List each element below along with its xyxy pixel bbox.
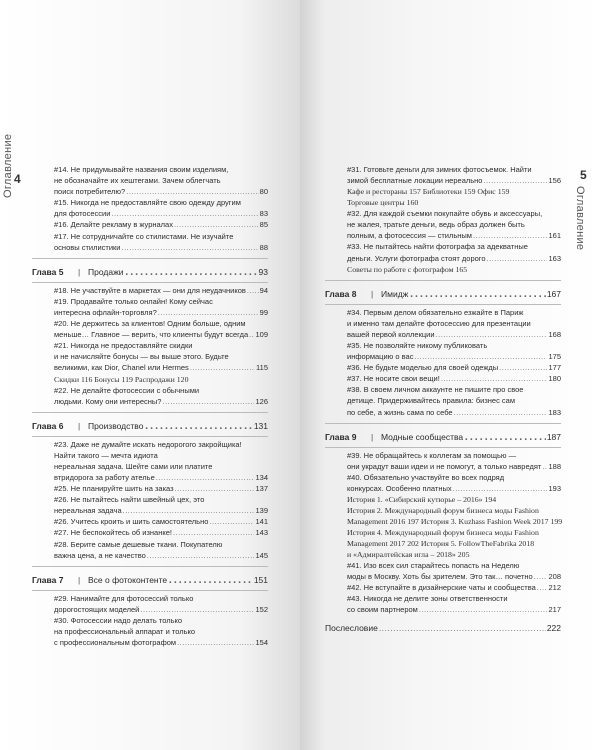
toc-entry-line: нереальная задача. Шейте сами или платите (54, 461, 213, 471)
toc-page-number: 193 (548, 483, 561, 493)
toc-entry (54, 439, 268, 483)
toc-entry-last-line (54, 396, 268, 407)
toc-entry (54, 527, 268, 538)
dot-leader (537, 582, 548, 593)
toc-page-number: 139 (255, 506, 268, 516)
chapter-separator: | (78, 266, 81, 277)
toc-subentry: Management 2016 197 История 3. Kuzhass Fashion Week 2017 199 (347, 516, 563, 526)
toc-page-number: 85 (259, 220, 268, 230)
toc-entry-line: #31. Готовьте деньги для зимних фотосъемок. Найти (347, 165, 532, 174)
dot-leader (534, 571, 548, 582)
dot-leader (542, 461, 547, 472)
dot-leader (111, 208, 258, 219)
toc-entry (54, 231, 268, 253)
chapter-title: Продажи (88, 266, 124, 277)
toc-entry (54, 615, 268, 648)
toc-page-number: 88 (259, 242, 268, 252)
toc-entry-line: #43. Никогда не делите зоны ответственности (347, 594, 508, 604)
dot-leader (140, 604, 254, 615)
toc-entry-line: не обозначайте их хештегами. Зачем облегчать (54, 176, 221, 186)
toc-entry-line: #35. Не позволяйте никому публиковать (347, 340, 488, 350)
toc-entry-line: Найти такого — мечта идиота (54, 450, 158, 460)
toc-page-number: 163 (548, 253, 561, 263)
toc-subentry: Скидки 116 Бонусы 119 Распродажи 120 (54, 374, 189, 384)
toc-entry-line: не жалея, тратьте деньги, ведь образ должен быть (347, 220, 525, 230)
toc-entry-line: #19. Продавайте только онлайн! Кому сейчас (54, 296, 213, 306)
toc-entry (54, 483, 268, 494)
toc-entry-line: #41. Изо всех сил старайтесь попасть на Неделю (347, 560, 520, 570)
toc-entry (54, 219, 268, 230)
toc-entry (347, 593, 561, 615)
toc-entry-text: #16. Делайте рекламу в журналах (54, 220, 173, 230)
chapter-heading (32, 566, 268, 591)
dot-leader (209, 516, 254, 527)
toc-entry-last-line (347, 407, 561, 418)
toc-entry-line: #30. Фотосессии надо делать только (54, 615, 183, 625)
toc-subentry: Management 2017 202 История 5. FollowTheFabrika 2018 (347, 538, 535, 548)
chapter-label: Глава 5 (32, 266, 64, 277)
toc-entry-line: #14. Не придумывайте названия своим изделиям, (54, 165, 229, 174)
dot-leader (409, 284, 545, 302)
toc-entry-line: #17. Не сотрудничайте со стилистами. Не изучайте (54, 231, 234, 241)
toc-entry-text: #42. Не вступайте в дизайнерские чаты и сообщества (347, 583, 536, 593)
dot-leader (147, 550, 255, 561)
toc-entry (347, 450, 561, 472)
toc-column-left (32, 164, 268, 648)
toc-entry-text: #26. Учитесь кроить и шить самостоятельно (54, 517, 209, 527)
page-number-left: 4 (14, 172, 21, 186)
chapter-separator: | (78, 420, 81, 431)
chapter-separator: | (371, 288, 374, 299)
dot-leader (379, 623, 546, 633)
toc-entry-last-line (54, 362, 268, 373)
toc-entry-text: вашей первой коллекции (347, 329, 435, 339)
dot-leader (123, 505, 255, 516)
toc-entry (54, 593, 268, 615)
chapter-separator: | (78, 574, 81, 585)
toc-entry-last-line (54, 516, 268, 527)
toc-entry (347, 307, 561, 340)
toc-entry-last-line (54, 604, 268, 615)
toc-entry-last-line (347, 604, 561, 615)
dot-leader (156, 472, 255, 483)
toc-entry-text: по себе, а жизнь сама по себе (347, 407, 453, 417)
toc-page-number: 183 (548, 407, 561, 417)
toc-entry (347, 241, 561, 263)
toc-entry-last-line (347, 373, 561, 384)
dot-leader (175, 483, 255, 494)
dot-leader (441, 373, 548, 384)
toc-entry-text: нереальная задача (54, 506, 122, 516)
toc-page-number: 126 (255, 396, 268, 406)
dot-leader (126, 186, 258, 197)
toc-entry-line: и именно там делайте фотосессию для презентации (347, 318, 531, 328)
toc-entry-line: #21. Никогда не предоставляйте скидки (54, 341, 193, 351)
chapter-page-number: 167 (546, 288, 561, 299)
dot-leader (464, 427, 546, 445)
toc-entry-text: #27. Не беспокойтесь об изнанке! (54, 528, 172, 538)
toc-page-number: 115 (256, 363, 268, 373)
afterword-entry (325, 623, 561, 633)
toc-page-number: 180 (548, 374, 561, 384)
toc-page-number: 94 (259, 285, 268, 295)
toc-entry-line: детище. Придерживайтесь правила: бизнес сам (347, 396, 515, 406)
toc-entry-last-line (54, 208, 268, 219)
chapter-heading (32, 258, 268, 283)
page-number-right: 5 (580, 168, 587, 182)
dot-leader (419, 604, 548, 615)
toc-entry (347, 164, 561, 186)
toc-entry-line: #23. Даже не думайте искать недорогого закройщика! (54, 439, 242, 449)
toc-entry (347, 472, 561, 494)
toc-entry-last-line (54, 242, 268, 253)
dot-leader (168, 570, 253, 588)
toc-entry-text: зимой бесплатные локации нереально (347, 176, 483, 186)
afterword-title: Послесловие (325, 623, 378, 634)
toc-entry-last-line (54, 186, 268, 197)
toc-entry-line: #26. Не пытайтесь найти швейный цех, это (54, 495, 205, 505)
side-label-right: Оглавление (574, 186, 586, 251)
dot-leader (190, 362, 255, 373)
toc-entry-last-line (54, 285, 268, 296)
toc-page-number: 217 (548, 605, 561, 615)
toc-page-number: 188 (548, 461, 561, 471)
toc-entry-line: #29. Нанимайте для фотосессий только (54, 593, 194, 603)
toc-entry (347, 208, 561, 241)
chapter-heading (325, 423, 561, 448)
toc-entry (54, 197, 268, 219)
toc-page-number: 137 (255, 484, 268, 494)
toc-entry (54, 340, 268, 373)
toc-entry-last-line (347, 362, 561, 373)
chapter-page-number: 131 (253, 420, 268, 431)
toc-entry-last-line (347, 230, 561, 241)
toc-page-number: 154 (255, 638, 268, 648)
chapter-label: Глава 6 (32, 420, 64, 431)
toc-entry-text: полным, а фотосессия — стильным (347, 231, 472, 241)
toc-entry-text: #18. Не участвуйте в маркетах — они для неудачников (54, 285, 246, 295)
toc-subentry: и «Адмиралтейская игла – 2018» 205 (347, 549, 470, 559)
toc-entry-text: с профессиональным фотографом (54, 638, 177, 648)
dot-leader (173, 527, 255, 538)
toc-page-number: 80 (259, 187, 268, 197)
toc-entry (347, 560, 561, 582)
dot-leader (125, 262, 258, 280)
chapter-page-number: 187 (546, 431, 561, 442)
toc-entry-line: #40. Обязательно участвуйте во всех подряд (347, 472, 505, 482)
toc-entry-text: они украдут ваши идеи и не помогут, а только навредят (347, 461, 542, 471)
toc-subentry: История 1. «Сибирский кутюрье – 2016» 194 (347, 494, 497, 504)
chapter-page-number: 93 (258, 266, 268, 277)
toc-page-number: 208 (548, 572, 561, 582)
toc-entry-text: информацию о вас (347, 352, 414, 362)
toc-entry-line: #20. Не держитесь за клиентов! Одним больше, одним (54, 319, 246, 329)
toc-entry (54, 385, 268, 407)
toc-entry (54, 296, 268, 318)
toc-entry-last-line (54, 483, 268, 494)
toc-entry-line: #28. Берите самые дешевые ткани. Покупателю (54, 539, 223, 549)
toc-entry-text: моды в Москву. Хоть бы зрителем. Это так… почетно (347, 572, 533, 582)
toc-entry-text: деньги. Услуги фотографа стоят дорого (347, 253, 486, 263)
toc-column-right (325, 164, 561, 633)
toc-page-number: 177 (548, 363, 561, 373)
dot-leader (483, 175, 547, 186)
toc-entry-last-line (347, 483, 561, 494)
dot-leader (453, 483, 548, 494)
toc-entry-last-line (347, 582, 561, 593)
toc-page-number: 152 (255, 604, 268, 614)
toc-entry-last-line (54, 550, 268, 561)
toc-page-number: 141 (255, 517, 268, 527)
toc-entry (347, 582, 561, 593)
dot-leader (454, 407, 548, 418)
toc-entry-line: на профессиональный аппарат и только (54, 627, 196, 636)
chapter-separator: | (371, 431, 374, 442)
chapter-label: Глава 7 (32, 574, 64, 585)
toc-entry-line: #15. Никогда не предоставляйте свою одежду другим (54, 198, 241, 208)
toc-page-number: 134 (255, 472, 268, 482)
toc-entry (54, 494, 268, 516)
chapter-heading (325, 280, 561, 305)
toc-entry-last-line (347, 329, 561, 340)
toc-entry-text: конкурсах. Особенно платных (347, 483, 452, 493)
dot-leader (473, 230, 548, 241)
chapter-title: Модные сообщества (381, 431, 464, 442)
toc-entry-last-line (54, 527, 268, 538)
dot-leader (436, 329, 548, 340)
toc-entry-last-line (54, 219, 268, 230)
toc-entry-text: меньше… Главное — верить, что клиенты будут всегда (54, 330, 249, 340)
dot-leader (144, 416, 252, 434)
toc-entry-line: #39. Не обращайтесь к коллегам за помощью — (347, 450, 517, 460)
toc-page-number: 83 (259, 209, 268, 219)
toc-page-number: 99 (259, 307, 268, 317)
toc-entry (54, 318, 268, 340)
dot-leader (174, 219, 259, 230)
toc-entry (54, 164, 268, 197)
toc-entry-text: великими, как Dior, Chanel или Hermes (54, 363, 189, 373)
toc-entry-last-line (347, 571, 561, 582)
toc-entry-text: для фотосессии (54, 209, 111, 219)
toc-entry-last-line (347, 461, 561, 472)
toc-entry-text: дорогостоящих моделей (54, 604, 140, 614)
toc-page-number: 161 (548, 231, 561, 241)
toc-entry-text: #25. Не планируйте шить на заказ (54, 484, 174, 494)
toc-entry-last-line (54, 637, 268, 648)
toc-entry-line: #33. Не пытайтесь найти фотографа за адекватные (347, 242, 528, 252)
toc-entry-text: втридорога за работу ателье (54, 472, 155, 482)
dot-leader (249, 329, 254, 340)
toc-entry (347, 362, 561, 373)
toc-entry-last-line (54, 472, 268, 483)
toc-subentry: Кафе и рестораны 157 Библиотеки 159 Офис 159 (347, 187, 510, 197)
toc-page-number: 175 (548, 352, 561, 362)
chapter-page-number: 151 (253, 574, 268, 585)
toc-entry-line: #32. Для каждой съемки покупайте обувь и аксессуары, (347, 209, 543, 219)
toc-entry-text: поиск потребителю? (54, 187, 126, 197)
toc-subentry: История 4. Международный форум бизнеса моды Fashion (347, 527, 539, 537)
toc-page-number: 109 (255, 330, 268, 340)
toc-page-number: 143 (255, 528, 268, 538)
chapter-label: Глава 8 (325, 288, 357, 299)
dot-leader (158, 307, 259, 318)
chapter-title: Имидж (381, 288, 409, 299)
dot-leader (162, 396, 254, 407)
toc-entry-last-line (347, 351, 561, 362)
chapter-heading (32, 412, 268, 437)
toc-entry-last-line (54, 307, 268, 318)
dot-leader (499, 362, 547, 373)
toc-entry-last-line (54, 329, 268, 340)
toc-entry-line: #38. В своем личном аккаунте не пишите про свое (347, 385, 524, 395)
toc-entry-text: людьми. Кому они интересны? (54, 396, 162, 406)
toc-page-number: 168 (548, 329, 561, 339)
toc-entry-text: #37. Не носите свои вещи! (347, 374, 440, 384)
toc-entry-text: интересна офлайн-торговля? (54, 307, 157, 317)
toc-entry-line: и не начисляйте бонусы — вы выше этого. Будьте (54, 352, 229, 362)
toc-entry-last-line (54, 505, 268, 516)
toc-subentry: Советы по работе с фотографом 165 (347, 264, 468, 274)
chapter-label: Глава 9 (325, 431, 357, 442)
toc-entry (347, 373, 561, 384)
dot-leader (414, 351, 547, 362)
dot-leader (247, 285, 259, 296)
toc-subentry: История 2. Международный форум бизнеса моды Fashion (347, 505, 539, 515)
toc-entry (347, 340, 561, 362)
toc-entry-last-line (347, 175, 561, 186)
dot-leader (177, 637, 254, 648)
toc-entry-text: важна цена, а не качество (54, 550, 146, 560)
toc-entry (347, 384, 561, 417)
toc-page-number: 156 (548, 176, 561, 186)
toc-subentry: Торговые центры 160 (347, 198, 419, 208)
dot-leader (121, 242, 258, 253)
toc-entry-text: со своим партнером (347, 605, 418, 615)
toc-entry-last-line (347, 253, 561, 264)
chapter-title: Производство (88, 420, 144, 431)
toc-entry (54, 516, 268, 527)
toc-entry (54, 539, 268, 561)
chapter-title: Все о фотоконтенте (88, 574, 168, 585)
toc-page-number: 145 (255, 550, 268, 560)
dot-leader (487, 253, 548, 264)
toc-entry (54, 285, 268, 296)
afterword-page-number: 222 (546, 623, 561, 634)
side-label-left: Оглавление (2, 133, 14, 198)
toc-entry-line: #34. Первым делом обязательно езжайте в Париж (347, 307, 524, 317)
toc-entry-text: #36. Не будьте моделью для своей одежды (347, 363, 499, 373)
toc-entry-line: #22. Не делайте фотосессии с обычными (54, 385, 200, 395)
toc-page-number: 212 (548, 583, 561, 593)
toc-entry-text: основы стилистики (54, 242, 121, 252)
